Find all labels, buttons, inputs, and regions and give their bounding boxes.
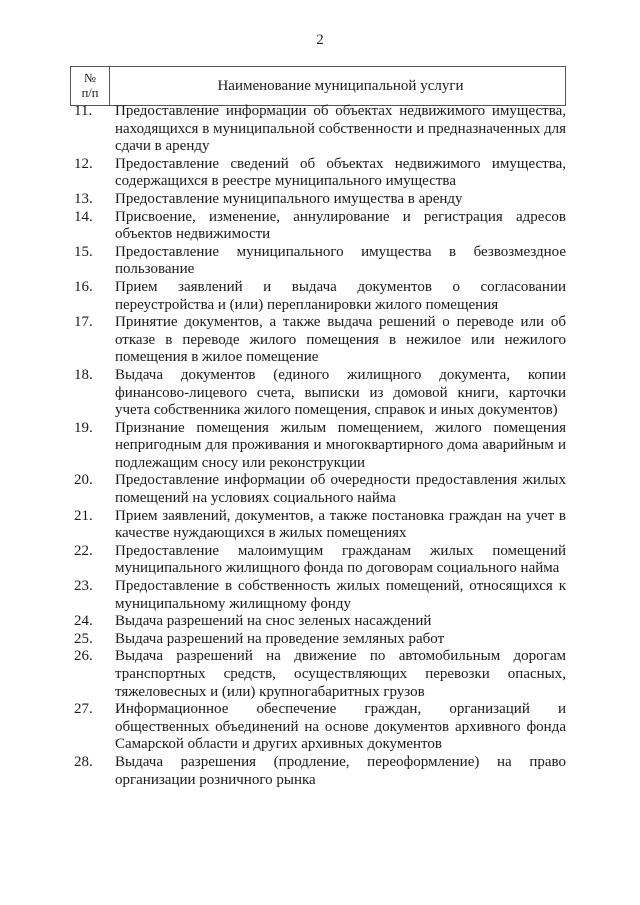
service-number: 27. (74, 701, 93, 718)
service-name: Выдача разрешения (продление, переоформление) на право организации розничного рынка (115, 753, 566, 788)
number-header-line1: № (84, 71, 96, 85)
service-number: 17. (74, 314, 93, 331)
service-name: Выдача документов (единого жилищного документа, копии финансово-лицевого счета, выписки из домовой книги, карточки учета собственника жилого помещения, справок и иных документов) (115, 366, 566, 419)
service-row (70, 420, 566, 473)
service-row (70, 648, 566, 701)
service-number: 20. (74, 472, 93, 489)
service-name: Принятие документов, а также выдача решений о переводе или об отказе в переводе жилого помещения в нежилое или нежилого помещения в жилое помещение (115, 314, 566, 366)
service-name: Предоставление малоимущим гражданам жилых помещений муниципального жилищного фонда по договорам социального найма (115, 542, 566, 577)
service-row (70, 367, 566, 420)
service-name: Предоставление муниципального имущества в аренду (115, 190, 463, 207)
service-row (70, 191, 566, 209)
service-name: Выдача разрешений на проведение земляных работ (115, 630, 445, 647)
service-name: Предоставление муниципального имущества в безвозмездное пользование (115, 243, 566, 278)
service-name: Предоставление информации об объектах недвижимого имущества, находящихся в муниципальной собственности и предназначенных для сдачи в аренду (115, 103, 566, 155)
service-name: Предоставление в собственность жилых помещений, относящихся к муниципальному жилищному фонду (115, 578, 566, 612)
page-number: 2 (316, 32, 324, 48)
service-row (70, 543, 566, 578)
service-number: 21. (74, 507, 93, 524)
service-name: Признание помещения жилым помещением, жилого помещения непригодным для проживания и многоквартирного дома аварийным и подлежащим сносу или реконструкции (115, 419, 566, 471)
service-name: Предоставление информации об очередности предоставления жилых помещений на условиях социального найма (115, 472, 566, 507)
service-number: 23. (74, 578, 93, 595)
service-name: Информационное обеспечение граждан, организаций и общественных объединений на основе документов архивного фонда Самарской области и других архивных документов (115, 701, 566, 753)
service-name: Прием заявлений, документов, а также постановка граждан на учет в качестве нуждающихся в жилых помещениях (115, 507, 566, 542)
service-row (70, 103, 566, 156)
service-row (70, 279, 566, 314)
service-row (70, 631, 566, 649)
service-number: 22. (74, 542, 93, 559)
service-number: 18. (74, 366, 93, 383)
service-name-column-header: Наименование муниципальной услуги (217, 78, 464, 94)
table-header (70, 66, 566, 106)
service-name: Выдача разрешений на снос зеленых насаждений (115, 613, 432, 630)
service-number: 15. (74, 243, 93, 260)
service-row (70, 156, 566, 191)
number-column-header (71, 67, 110, 105)
service-number: 13. (74, 190, 93, 207)
service-row (70, 578, 566, 613)
service-row (70, 613, 566, 631)
service-name: Прием заявлений и выдача документов о согласовании переустройства и (или) перепланировки жилого помещения (115, 278, 566, 313)
service-name: Выдача разрешений на движение по автомобильным дорогам транспортных средств, осуществляющих перевозки опасных, тяжеловесных и (или) крупногабаритных грузов (115, 648, 566, 700)
service-number: 24. (74, 613, 93, 630)
service-number: 19. (74, 419, 93, 436)
service-row (70, 472, 566, 507)
service-name: Присвоение, изменение, аннулирование и регистрация адресов объектов недвижимости (115, 208, 566, 243)
service-number: 16. (74, 278, 93, 295)
service-number: 11. (74, 103, 93, 119)
service-number: 14. (74, 208, 93, 225)
services-list (70, 103, 566, 789)
service-number: 25. (74, 630, 93, 647)
service-row (70, 754, 566, 789)
service-number: 26. (74, 648, 93, 665)
number-header-line2: п/п (81, 86, 99, 100)
service-number: 12. (74, 155, 93, 172)
service-row (70, 209, 566, 244)
service-name: Предоставление сведений об объектах недвижимого имущества, содержащихся в реестре муниципального имущества (115, 155, 566, 190)
service-row (70, 314, 566, 367)
service-number: 28. (74, 753, 93, 770)
service-row (70, 244, 566, 279)
service-row (70, 508, 566, 543)
service-row (70, 701, 566, 754)
